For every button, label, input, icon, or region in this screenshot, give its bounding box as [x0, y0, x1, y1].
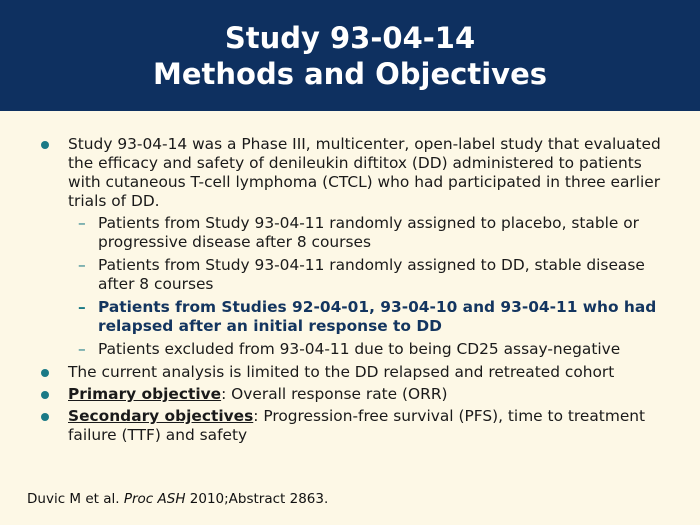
- bullet-dot: [41, 369, 49, 377]
- ref-journal: Proc ASH: [123, 491, 186, 507]
- secondary-objectives-text: : Progression-free survival (PFS), time to treatment failure (TTF) and safety: [68, 407, 646, 444]
- bullet-item: [38, 363, 678, 382]
- ref-details: 2010;Abstract 2863.: [185, 491, 329, 507]
- sub-bullet-text: Patients from Studies 92-04-01, 93-04-10 and 93-04-11 who had relapsed after an initial response to DD: [98, 298, 657, 335]
- bullet-dot: [41, 141, 49, 149]
- slide-title-line-2: Methods and Objectives: [153, 57, 547, 91]
- reference-citation: [27, 491, 328, 507]
- sub-bullet-text: Patients excluded from 93-04-11 due to being CD25 assay-negative: [98, 340, 621, 358]
- bullet-item: [38, 135, 678, 211]
- bullet-item: [38, 407, 678, 445]
- ref-authors: Duvic M et al.: [27, 491, 124, 507]
- primary-objective-text: : Overall response rate (ORR): [221, 385, 448, 403]
- secondary-objectives-label: Secondary objectives: [68, 407, 254, 425]
- dash-marker: –: [78, 298, 86, 316]
- primary-objective-label: Primary objective: [68, 385, 222, 403]
- sub-bullet-item: [38, 340, 678, 359]
- title-bar: [0, 0, 700, 111]
- sub-bullet-item: [38, 256, 678, 294]
- bullet-dot: [41, 413, 49, 421]
- sub-bullet-item: [38, 214, 678, 252]
- bullet-text: Study 93-04-14 was a Phase III, multicenter, open-label study that evaluated the efficacy and safety of denileukin diftitox (DD) administered to patients with cutaneous T-cell lymphoma (CTCL) who had participated in three earlier trials of DD.: [68, 135, 661, 210]
- dash-marker: –: [78, 340, 86, 358]
- bullet-item: [38, 385, 678, 404]
- dash-marker: –: [78, 214, 86, 232]
- dash-marker: –: [78, 256, 86, 274]
- bullet-dot: [41, 391, 49, 399]
- slide-body: [38, 135, 678, 448]
- bullet-text: The current analysis is limited to the DD relapsed and retreated cohort: [68, 363, 615, 381]
- sub-bullet-text: Patients from Study 93-04-11 randomly assigned to DD, stable disease after 8 courses: [98, 256, 645, 293]
- sub-bullet-item-highlighted: [38, 298, 678, 336]
- slide-title-line-1: Study 93-04-14: [224, 21, 476, 55]
- sub-bullet-text: Patients from Study 93-04-11 randomly assigned to placebo, stable or progressive disease after 8 courses: [98, 214, 640, 251]
